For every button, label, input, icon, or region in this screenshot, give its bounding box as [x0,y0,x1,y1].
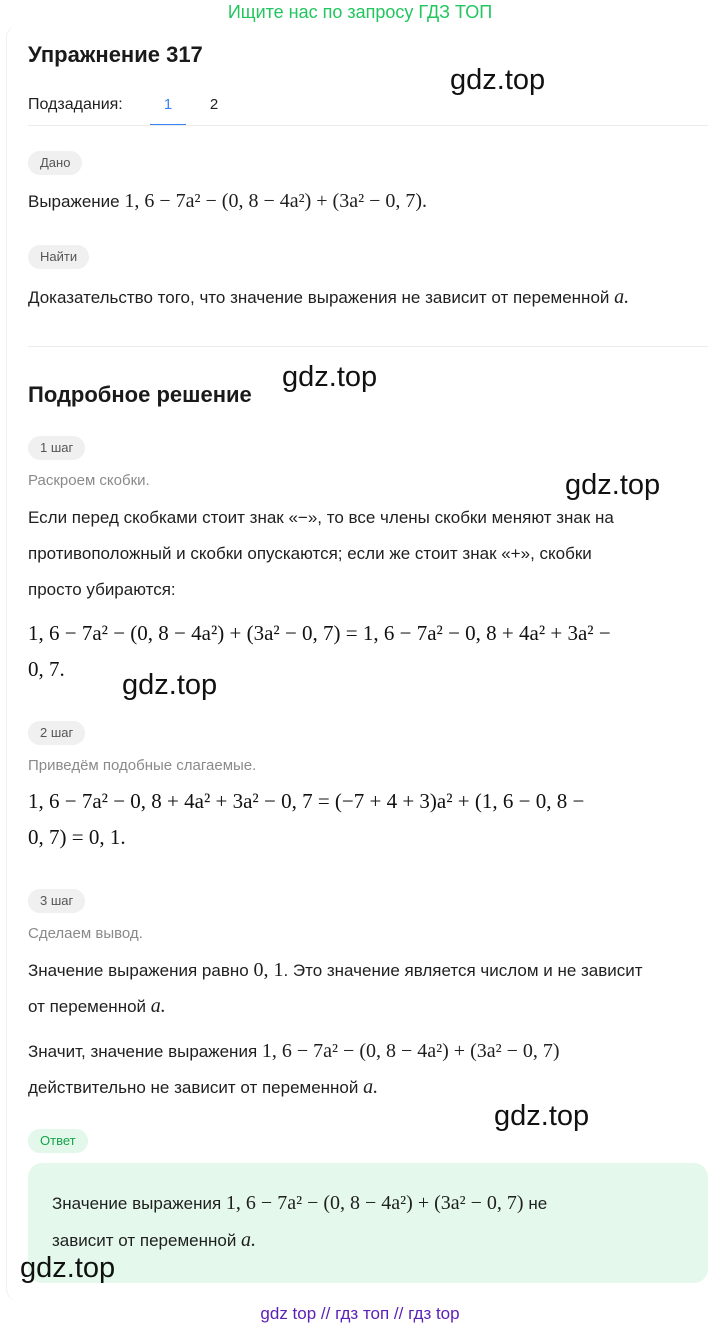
step-1-math-line-2: 0, 7. [28,657,65,681]
page-title: Упражнение 317 [28,42,203,67]
step-2-badge: 2 шаг [28,721,85,745]
watermark: gdz.top [282,361,378,393]
find-variable: a. [614,286,630,308]
step-3-badge: 3 шаг [28,889,85,913]
tab-subtask-2[interactable]: 2 [209,96,219,113]
watermark: gdz.top [122,669,218,701]
answer-line-1-tail: не [528,1194,548,1213]
answer-box [28,1163,708,1283]
answer-badge: Ответ [28,1129,88,1153]
step-1-text-line-1: Если перед скобками стоит знак «−», то все члены скобки меняют знак на [28,508,614,527]
step-3-line-4-math: a. [363,1076,379,1098]
given-expression: 1, 6 − 7a² − (0, 8 − 4a²) + (3a² − 0, 7). [124,190,428,212]
step-3-caption: Сделаем вывод. [28,925,143,942]
step-2-math-line-2: 0, 7) = 0, 1. [28,825,126,849]
find-badge: Найти [28,245,89,269]
tab-subtask-1[interactable]: 1 [163,96,173,113]
step-2-math-line-1: 1, 6 − 7a² − 0, 8 + 4a² + 3a² − 0, 7 = (−7 + 4 + 3)a² + (1, 6 − 0, 8 − [28,789,585,813]
watermark: gdz.top [20,1252,116,1284]
given-text [28,183,700,220]
answer-line-2-math: a. [241,1229,257,1251]
step-3-line-4 [28,1069,700,1106]
step-3-line-2 [28,988,700,1025]
answer-text [52,1185,692,1259]
watermark: gdz.top [565,469,661,501]
solution-title: Подробное решение [28,382,252,407]
answer-line-1-math: 1, 6 − 7a² − (0, 8 − 4a²) + (3a² − 0, 7) [225,1192,524,1214]
given-badge: Дано [28,151,82,175]
find-description: Доказательство того, что значение выражения не зависит от переменной [28,288,610,307]
step-3-line-1-math: 0, 1 [253,959,284,981]
step-3-line-1 [28,952,700,989]
step-3-line-1-text: Значение выражения равно [28,961,249,980]
step-3-line-3-math: 1, 6 − 7a² − (0, 8 − 4a²) + (3a² − 0, 7) [261,1040,560,1062]
step-3-line-3-text: Значит, значение выражения [28,1042,258,1061]
footer-links[interactable]: gdz top // гдз топ // гдз top [260,1304,460,1323]
answer-line-1 [52,1185,692,1222]
watermark: gdz.top [450,64,546,96]
step-1-math-line-1: 1, 6 − 7a² − (0, 8 − 4a²) + (3a² − 0, 7) = 1, 6 − 7a² − 0, 8 + 4a² + 3a² − [28,621,611,645]
step-2-caption: Приведём подобные слагаемые. [28,757,257,774]
top-banner: Ищите нас по запросу ГДЗ ТОП [227,2,493,22]
divider [28,346,708,347]
answer-line-2-text: зависит от переменной [52,1231,237,1250]
step-3-line-2-math: a. [150,995,166,1017]
answer-line-1-text: Значение выражения [52,1194,222,1213]
step-1-caption: Раскроем скобки. [28,472,150,489]
step-1-badge: 1 шаг [28,436,85,460]
divider [28,125,708,126]
answer-line-2 [52,1222,692,1259]
step-1-text-line-2: противоположный и скобки опускаются; если же стоит знак «+», скобки [28,544,592,563]
step-3-line-3 [28,1033,700,1070]
subtasks-label: Подзадания: [28,96,123,113]
find-text [28,279,700,316]
step-3-line-4-text: действительно не зависит от переменной [28,1078,359,1097]
step-3-line-2-text: от переменной [28,997,147,1016]
step-1-text-line-3: просто убираются: [28,580,176,599]
watermark: gdz.top [494,1100,590,1132]
given-prefix: Выражение [28,192,120,211]
step-3-line-1-tail: . Это значение является числом и не зависит [283,961,643,980]
